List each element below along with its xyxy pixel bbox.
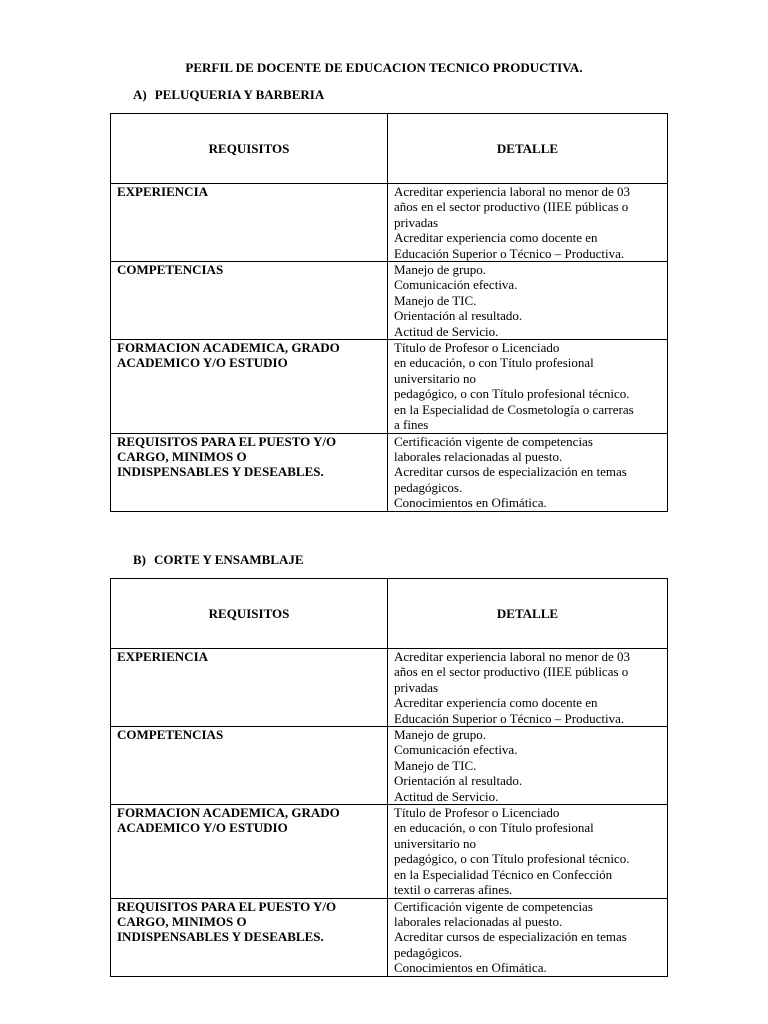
table-row (111, 727, 668, 805)
detalle-line: Manejo de TIC. (394, 292, 477, 308)
detalle-line: pedagógico, o con Título profesional técnico. (394, 851, 630, 867)
table-body (111, 184, 668, 512)
detalle-line: Conocimientos en Ofimática. (394, 495, 547, 511)
column-header-requisitos: REQUISITOS (111, 579, 388, 649)
section-letter: A) (133, 87, 147, 102)
requisito-line: REQUISITOS PARA EL PUESTO Y/O (117, 433, 337, 449)
requisito-line: CARGO, MINIMOS O (117, 913, 247, 929)
document-title: PERFIL DE DOCENTE DE EDUCACION TECNICO PRODUCTIVA. (185, 60, 583, 75)
requisito-line: EXPERIENCIA (117, 649, 209, 664)
detalle-cell (388, 184, 668, 262)
detalle-line: en educación, o con Título profesional (394, 355, 594, 371)
detalle-line: Acreditar experiencia como docente en (394, 695, 598, 711)
detalle-cell (388, 433, 668, 511)
detalle-line: años en el sector productivo (IIEE públicas o (394, 199, 629, 215)
detalle-line: Conocimientos en Ofimática. (394, 960, 547, 976)
detalle-line: Manejo de TIC. (394, 757, 477, 773)
detalle-line: Certificación vigente de competencias (394, 898, 593, 914)
table-header-row (111, 579, 668, 649)
detalle-line: Actitud de Servicio. (394, 323, 499, 339)
detalle-line: años en el sector productivo (IIEE públicas o (394, 664, 629, 680)
detalle-line: a fines (394, 417, 429, 433)
table-row (111, 649, 668, 727)
table-row (111, 805, 668, 898)
requisito-line: REQUISITOS PARA EL PUESTO Y/O (117, 898, 337, 914)
detalle-cell (388, 805, 668, 898)
detalle-cell (388, 649, 668, 727)
requisito-line: ACADEMICO Y/O ESTUDIO (117, 820, 288, 836)
detalle-line: Orientación al resultado. (394, 308, 523, 324)
detalle-line: Manejo de grupo. (394, 262, 487, 278)
section-heading-peluqueria (133, 87, 324, 103)
requisito-line: INDISPENSABLES Y DESEABLES. (117, 464, 324, 480)
requisito-line: INDISPENSABLES Y DESEABLES. (117, 929, 324, 945)
detalle-line: pedagógico, o con Título profesional técnico. (394, 386, 630, 402)
section-letter: B) (133, 552, 146, 567)
table-header-row (111, 114, 668, 184)
detalle-line: Acreditar experiencia laboral no menor de 03 (394, 649, 631, 664)
column-header-detalle: DETALLE (388, 114, 668, 184)
requisito-line: FORMACION ACADEMICA, GRADO (117, 805, 340, 821)
requisito-line: EXPERIENCIA (117, 184, 209, 199)
table-row (111, 184, 668, 262)
table-row (111, 433, 668, 511)
table-row (111, 262, 668, 340)
profile-table-peluqueria (110, 113, 668, 512)
detalle-line: Orientación al resultado. (394, 773, 523, 789)
table-body (111, 649, 668, 977)
detalle-line: privadas (394, 214, 439, 230)
requisito-cell (111, 433, 388, 511)
detalle-cell (388, 262, 668, 340)
detalle-line: Título de Profesor o Licenciado (394, 340, 560, 356)
requisito-cell (111, 649, 388, 727)
detalle-cell (388, 898, 668, 976)
detalle-line: Educación Superior o Técnico – Productiva. (394, 710, 625, 726)
detalle-line: universitario no (394, 835, 476, 851)
detalle-line: laborales relacionadas al puesto. (394, 448, 563, 464)
column-header-detalle: DETALLE (388, 579, 668, 649)
requisito-line: FORMACION ACADEMICA, GRADO (117, 340, 340, 356)
detalle-line: en educación, o con Título profesional (394, 820, 594, 836)
detalle-line: pedagógicos. (394, 944, 463, 960)
detalle-line: privadas (394, 679, 439, 695)
requisito-line: ACADEMICO Y/O ESTUDIO (117, 355, 288, 371)
detalle-line: pedagógicos. (394, 479, 463, 495)
section-heading-corte (133, 552, 304, 568)
detalle-cell (388, 340, 668, 433)
detalle-line: Educación Superior o Técnico – Productiva. (394, 245, 625, 261)
detalle-line: Acreditar cursos de especialización en temas (394, 464, 627, 480)
table-row (111, 898, 668, 976)
detalle-line: Manejo de grupo. (394, 727, 487, 743)
requisito-line: COMPETENCIAS (117, 262, 224, 278)
detalle-line: Certificación vigente de competencias (394, 433, 593, 449)
requisito-line: COMPETENCIAS (117, 727, 224, 743)
detalle-line: Comunicación efectiva. (394, 742, 518, 758)
section-title: CORTE Y ENSAMBLAJE (154, 552, 304, 567)
requisito-line: CARGO, MINIMOS O (117, 448, 247, 464)
detalle-line: Acreditar experiencia como docente en (394, 230, 598, 246)
table-row (111, 340, 668, 433)
detalle-line: Actitud de Servicio. (394, 788, 499, 804)
detalle-line: laborales relacionadas al puesto. (394, 913, 563, 929)
detalle-line: en la Especialidad Técnico en Confección (394, 866, 613, 882)
detalle-line: Acreditar cursos de especialización en temas (394, 929, 627, 945)
detalle-line: Título de Profesor o Licenciado (394, 805, 560, 821)
section-title: PELUQUERIA Y BARBERIA (154, 87, 325, 102)
column-header-requisitos: REQUISITOS (111, 114, 388, 184)
detalle-cell (388, 727, 668, 805)
requisito-cell (111, 184, 388, 262)
detalle-line: Comunicación efectiva. (394, 277, 518, 293)
detalle-line: universitario no (394, 370, 476, 386)
detalle-line: Acreditar experiencia laboral no menor de 03 (394, 184, 631, 199)
profile-table-corte (110, 578, 668, 977)
requisito-cell (111, 898, 388, 976)
detalle-line: en la Especialidad de Cosmetología o carreras (394, 401, 634, 417)
requisito-cell (111, 340, 388, 433)
requisito-cell (111, 727, 388, 805)
requisito-cell (111, 262, 388, 340)
requisito-cell (111, 805, 388, 898)
detalle-line: textil o carreras afines. (394, 882, 513, 898)
